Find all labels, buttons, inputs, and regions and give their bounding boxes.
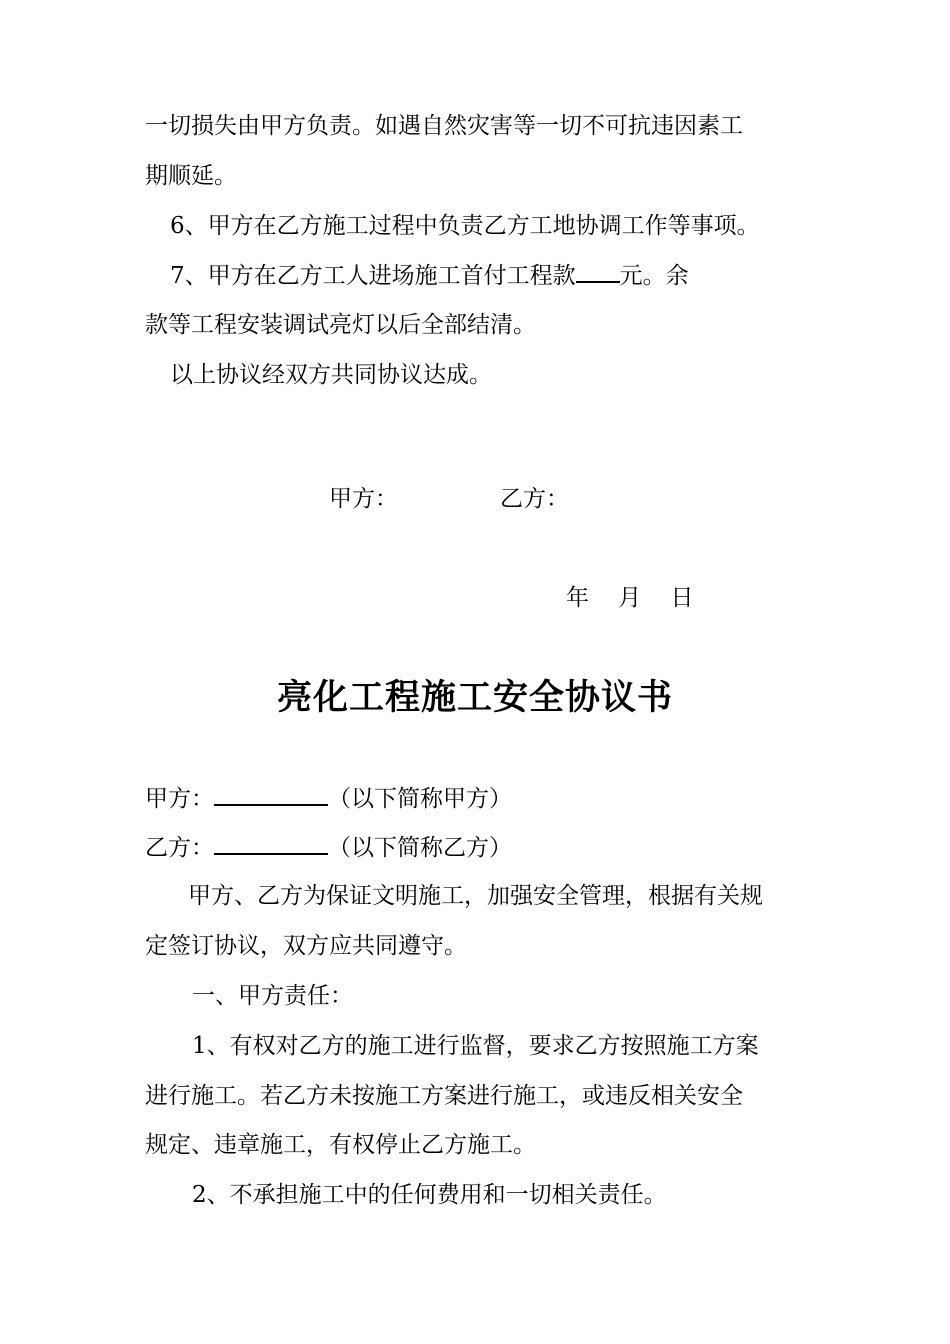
item-6: 6、甲方在乙方施工过程中负责乙方工地协调工作等事项。 [170, 213, 760, 239]
section-1-heading: 一、甲方责任： [192, 983, 353, 1009]
item-7-text: 7、甲方在乙方工人进场施工首付工程款 [170, 263, 576, 289]
party-a-label: 甲方： [145, 786, 214, 812]
party-b-label: 乙方： [145, 835, 214, 861]
party-a-blank [214, 782, 328, 806]
clause-1-line-1: 1、有权对乙方的施工进行监督，要求乙方按照施工方案 [192, 1033, 759, 1059]
signature-date: 年 月 日 [566, 585, 694, 611]
text-line-2: 期顺延。 [145, 163, 237, 189]
signature-party-b: 乙方： [500, 486, 569, 512]
conclusion-text: 以上协议经双方共同协议达成。 [170, 362, 492, 388]
party-a-note: （以下简称甲方） [328, 786, 512, 812]
party-a-line [145, 782, 512, 812]
agreement-title: 亮化工程施工安全协议书 [276, 678, 673, 718]
amount-blank [576, 259, 620, 283]
clause-1-line-3: 规定、违章施工，有权停止乙方施工。 [145, 1132, 536, 1158]
clause-2-line-1: 2、不承担施工中的任何费用和一切相关责任。 [192, 1182, 667, 1208]
item-7-continuation: 款等工程安装调试亮灯以后全部结清。 [145, 312, 536, 338]
signature-party-a: 甲方： [329, 486, 398, 512]
text-line-1: 一切损失由甲方负责。如遇自然灾害等一切不可抗违因素工 [145, 113, 743, 139]
intro-line-2: 定签订协议，双方应共同遵守。 [145, 933, 467, 959]
clause-1-line-2: 进行施工。若乙方未按施工方案进行施工，或违反相关安全 [145, 1083, 743, 1109]
party-b-note: （以下简称乙方） [328, 835, 512, 861]
item-7-suffix: 元。余 [619, 263, 689, 289]
item-7 [170, 259, 689, 289]
party-b-blank [214, 831, 328, 855]
party-b-line [145, 831, 512, 861]
intro-line-1: 甲方、乙方为保证文明施工，加强安全管理，根据有关规 [188, 883, 763, 909]
